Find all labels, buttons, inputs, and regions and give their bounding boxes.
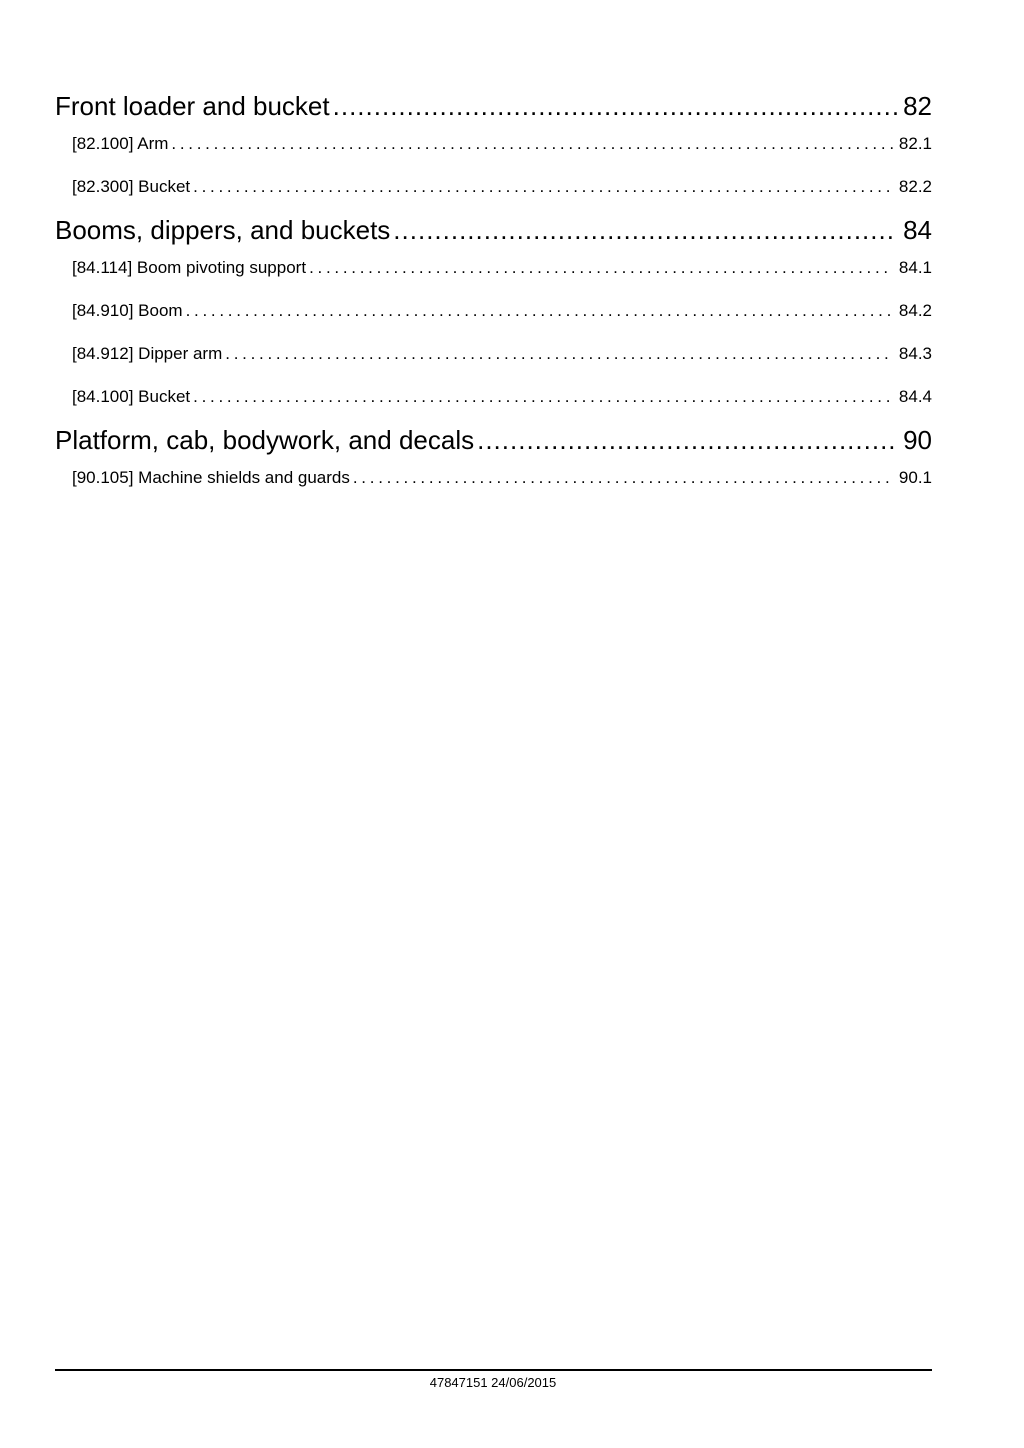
toc-entry-bucket[interactable] <box>55 175 932 199</box>
toc-entry-bucket-84[interactable] <box>55 385 932 409</box>
dot-leader <box>393 210 897 250</box>
toc-entry-boom[interactable] <box>55 299 932 323</box>
entry-page: 84.4 <box>898 387 932 406</box>
entry-page: 84.1 <box>898 258 932 277</box>
toc-section-platform[interactable] <box>55 420 932 460</box>
entry-label: [84.114] Boom pivoting support <box>72 258 307 277</box>
toc-section-front-loader[interactable] <box>55 86 932 126</box>
dot-leader <box>333 86 897 126</box>
dot-leader <box>186 299 893 323</box>
section-page: 84 <box>903 215 932 245</box>
toc-entry-arm[interactable] <box>55 132 932 156</box>
toc-entry-dipper-arm[interactable] <box>55 342 932 366</box>
entry-page: 82.2 <box>898 177 932 196</box>
footer-doc-id-date: 47847151 24/06/2015 <box>429 1375 557 1390</box>
dot-leader <box>193 175 893 199</box>
dot-leader <box>309 256 893 280</box>
section-title: Booms, dippers, and buckets <box>55 215 391 245</box>
entry-label: [84.912] Dipper arm <box>72 344 223 363</box>
section-title: Platform, cab, bodywork, and decals <box>55 425 475 455</box>
section-page: 90 <box>903 425 932 455</box>
dot-leader <box>225 342 893 366</box>
table-of-contents <box>55 86 932 490</box>
entry-label: [82.100] Arm <box>72 134 169 153</box>
section-title: Front loader and bucket <box>55 91 330 121</box>
entry-page: 90.1 <box>898 468 932 487</box>
entry-label: [82.300] Bucket <box>72 177 191 196</box>
entry-label: [84.910] Boom <box>72 301 183 320</box>
section-page: 82 <box>903 91 932 121</box>
dot-leader <box>477 420 897 460</box>
entry-page: 82.1 <box>898 134 932 153</box>
toc-section-booms[interactable] <box>55 210 932 250</box>
toc-entry-boom-pivoting-support[interactable] <box>55 256 932 280</box>
entry-label: [90.105] Machine shields and guards <box>72 468 350 487</box>
dot-leader <box>193 385 893 409</box>
entry-page: 84.3 <box>898 344 932 363</box>
footer-divider <box>55 1369 932 1371</box>
dot-leader <box>353 466 893 490</box>
dot-leader <box>171 132 893 156</box>
entry-page: 84.2 <box>898 301 932 320</box>
entry-label: [84.100] Bucket <box>72 387 191 406</box>
toc-entry-machine-shields[interactable] <box>55 466 932 490</box>
